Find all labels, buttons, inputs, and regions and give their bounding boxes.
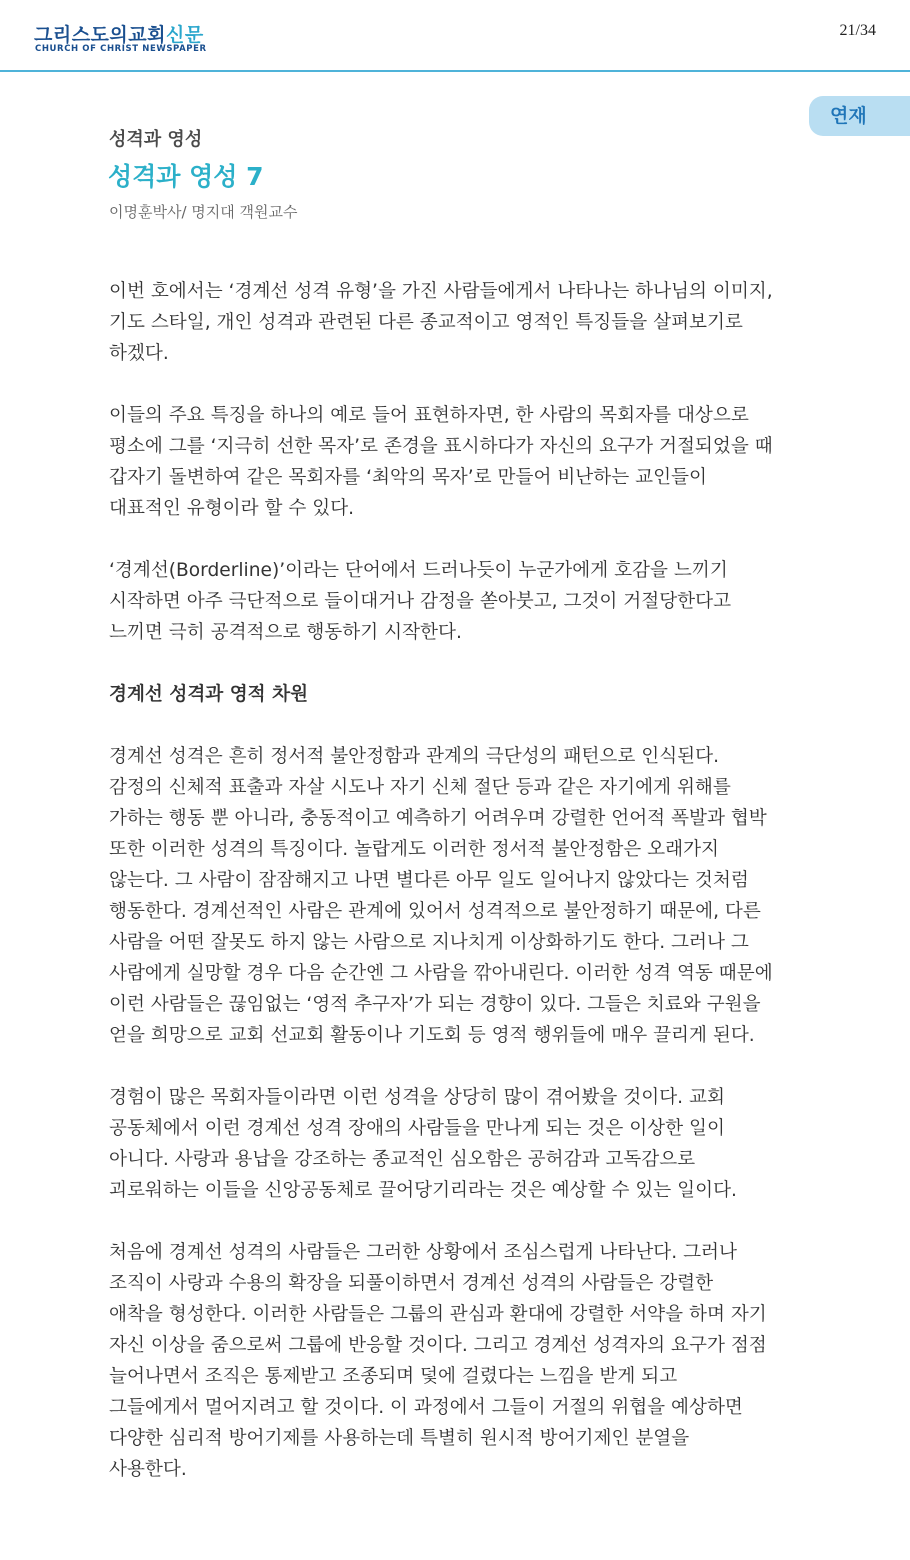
text-line: 가하는 행동 뿐 아니라, 충동적이고 예측하기 어려우며 강렬한 언어적 폭발과 협박 <box>109 808 767 829</box>
section-heading <box>109 679 809 710</box>
text-line: 애착을 형성한다. 이러한 사람들은 그룹의 관심과 환대에 강렬한 서약을 하며 자기 <box>109 1304 767 1325</box>
text-line: 경계선 성격과 영적 차원 <box>109 684 309 705</box>
text-line: 늘어나면서 조직은 통제받고 조종되며 덫에 걸렸다는 느낌을 받게 되고 <box>109 1366 678 1387</box>
text-line: 사용한다. <box>109 1459 187 1480</box>
text-line: 시작하면 아주 극단적으로 들이대거나 감정을 쏟아붓고, 그것이 거절당한다고 <box>109 591 732 612</box>
text-line: 이번 호에서는 ‘경계선 성격 유형’을 가진 사람들에게서 나타나는 하나님의 이미지, <box>109 281 773 302</box>
article-category: 성격과 영성 <box>109 129 203 150</box>
text-line: 않는다. 그 사람이 잠잠해지고 나면 별다른 아무 일도 일어나지 않았다는 것처럼 <box>109 870 749 891</box>
text-line: 괴로워하는 이들을 신앙공동체로 끌어당기리라는 것은 예상할 수 있는 일이다. <box>109 1180 737 1201</box>
newspaper-logo-english: CHURCH OF CHRIST NEWSPAPER <box>35 44 207 54</box>
article-title: 성격과 영성 7 <box>108 162 264 191</box>
article-paragraph <box>109 741 809 1051</box>
text-line: 다양한 심리적 방어기제를 사용하는데 특별히 원시적 방어기제인 분열을 <box>109 1428 690 1449</box>
text-line: 처음에 경계선 성격의 사람들은 그러한 상황에서 조심스럽게 나타난다. 그러나 <box>109 1242 737 1263</box>
text-line: 경험이 많은 목회자들이라면 이런 성격을 상당히 많이 겪어봤을 것이다. 교회 <box>109 1087 725 1108</box>
article-paragraph <box>109 1237 809 1485</box>
article-paragraph <box>109 1082 809 1206</box>
text-line: 조직이 사랑과 수용의 확장을 되풀이하면서 경계선 성격의 사람들은 강렬한 <box>109 1273 714 1294</box>
article-paragraph <box>109 276 809 369</box>
text-line: 감정의 신체적 표출과 자살 시도나 자기 신체 절단 등과 같은 자기에게 위해를 <box>109 777 731 798</box>
text-line: 대표적인 유형이라 할 수 있다. <box>109 498 355 519</box>
page-number: 21/34 <box>839 22 876 39</box>
article-author: 이명훈박사/ 명지대 객원교수 <box>109 203 298 221</box>
text-line: 그들에게서 멀어지려고 할 것이다. 이 과정에서 그들이 거절의 위협을 예상하면 <box>109 1397 743 1418</box>
text-line: ‘경계선(Borderline)’이라는 단어에서 드러나듯이 누군가에게 호감을 느끼기 <box>109 560 728 581</box>
text-line: 얻을 희망으로 교회 선교회 활동이나 기도회 등 영적 행위들에 매우 끌리게 된다. <box>109 1025 755 1046</box>
text-line: 평소에 그를 ‘지극히 선한 목자’로 존경을 표시하다가 자신의 요구가 거절되었을 때 <box>109 436 773 457</box>
text-line: 자신 이상을 줌으로써 그룹에 반응할 것이다. 그리고 경계선 성격자의 요구가 점점 <box>109 1335 767 1356</box>
text-line: 이런 사람들은 끊임없는 ‘영적 추구자’가 되는 경향이 있다. 그들은 치료와 구원을 <box>109 994 761 1015</box>
article-paragraph <box>109 400 809 524</box>
newspaper-logo[interactable] <box>34 20 204 47</box>
text-line: 사람에게 실망할 경우 다음 순간엔 그 사람을 깎아내린다. 이러한 성격 역동 때문에 <box>109 963 773 984</box>
text-line: 갑자기 돌변하여 같은 목회자를 ‘최악의 목자’로 만들어 비난하는 교인들이 <box>109 467 707 488</box>
series-tag: 연재 <box>809 96 910 136</box>
text-line: 사람을 어떤 잘못도 하지 않는 사람으로 지나치게 이상화하기도 한다. 그러나 그 <box>109 932 749 953</box>
logo-accent: 신문 <box>165 24 204 46</box>
text-line: 공동체에서 이런 경계선 성격 장애의 사람들을 만나게 되는 것은 이상한 일이 <box>109 1118 725 1139</box>
text-line: 아니다. 사랑과 용납을 강조하는 종교적인 심오함은 공허감과 고독감으로 <box>109 1149 696 1170</box>
text-line: 느끼면 극히 공격적으로 행동하기 시작한다. <box>109 622 462 643</box>
page-header <box>0 0 910 72</box>
text-line: 하겠다. <box>109 343 169 364</box>
text-line: 경계선 성격은 흔히 정서적 불안정함과 관계의 극단성의 패턴으로 인식된다. <box>109 746 720 767</box>
logo-prefix: 그리스도의교회 <box>34 24 166 46</box>
article-paragraph <box>109 555 809 648</box>
article-body <box>109 276 809 1516</box>
text-line: 이들의 주요 특징을 하나의 예로 들어 표현하자면, 한 사람의 목회자를 대상으로 <box>109 405 749 426</box>
text-line: 기도 스타일, 개인 성격과 관련된 다른 종교적이고 영적인 특징들을 살펴보기로 <box>109 312 743 333</box>
text-line: 행동한다. 경계선적인 사람은 관계에 있어서 성격적으로 불안정하기 때문에, 다른 <box>109 901 761 922</box>
text-line: 또한 이러한 성격의 특징이다. 놀랍게도 이러한 정서적 불안정함은 오래가지 <box>109 839 720 860</box>
